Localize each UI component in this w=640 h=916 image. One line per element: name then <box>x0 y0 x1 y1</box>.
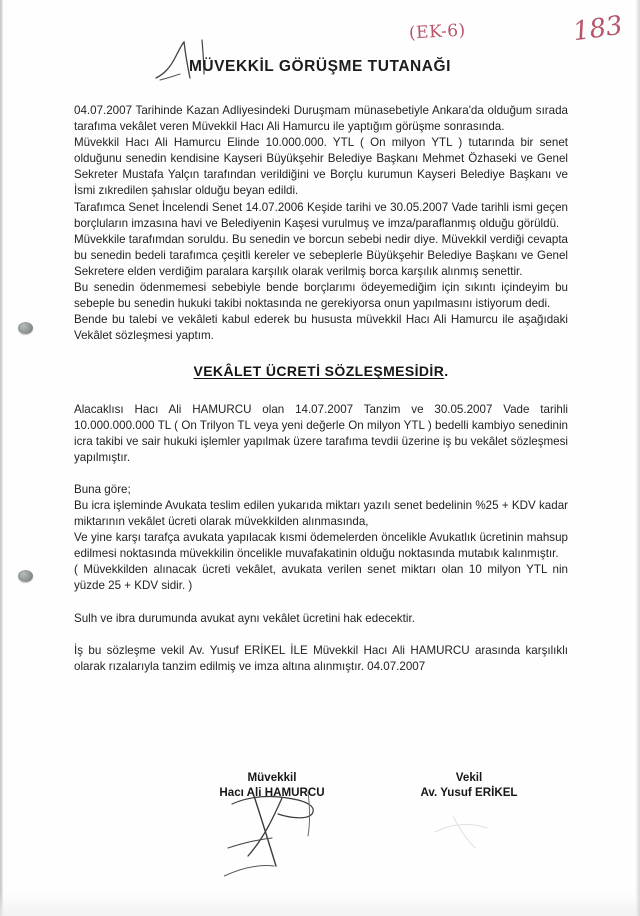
section-heading-suffix: . <box>444 363 449 380</box>
term-fee-restated: ( Müvekkilden alınacak ücreti vekâlet, avukata verilen senet miktarı olan 10 milyon YTL nin yüzde 25 + KDV sidir. ) <box>74 563 568 593</box>
signature-attorney-name: Av. Yusuf ERİKEL <box>420 786 518 799</box>
punch-hole-mark-top <box>18 322 33 334</box>
closing-execution: İş bu sözleşme vekil Av. Yusuf ERİKEL İLE Müvekkil Hacı Ali HAMURCU arasında karşılıklı olarak rızalarıyla tanzim edilmiş ve imza altına alınmıştır. 04.07.2007 <box>74 643 568 673</box>
paragraph-nonpayment: Bu senedin ödenmemesi sebebiyle bende borçlarımı ödeyemediğim için sıkıntı içindeyim bu sebeple bu senedin hukuki takibi noktasında ne gerekiyorsa onun yapılmasını istiyorum dedi. <box>74 281 568 311</box>
page-title: MÜVEKKİL GÖRÜŞME TUTANAĞI <box>188 58 452 75</box>
signature-client-name: Hacı Ali HAMURCU <box>219 786 325 799</box>
spacer <box>74 466 568 482</box>
punch-hole-mark-bottom <box>18 570 33 582</box>
signature-block <box>74 770 568 890</box>
paragraph-inspection: Tarafımca Senet İncelendi Senet 14.07.2006 Keşide tarihi ve 30.05.2007 Vade tarihli ismi geçen borçluların imzasına havi ve Belediyenin Kaşesi vurulmuş ve imza/paraflanmış olduğu görüldü. <box>74 200 568 230</box>
section-heading-text: VEKÂLET ÜCRETİ SÖZLEŞMESİDİR <box>193 363 445 380</box>
term-fee-percentage: Bu icra işleminde Avukata teslim edilen yukarıda miktarı yazılı senet bedelinin %25 + KDV kadar miktarının vekâlet ücreti olarak müvekkilden alınmasında, <box>74 498 568 529</box>
handwritten-signature-client <box>224 790 344 885</box>
closing-settlement: Sulh ve ibra durumunda avukat aynı vekâlet ücretini hak edecektir. <box>74 611 415 625</box>
section-heading-wrapper <box>74 363 568 379</box>
paragraph-reason: Müvekkile tarafımdan soruldu. Bu senedin ve borcun sebebi nedir diye. Müvekkil verdiği cevapta bu senedin bedeli tarafımca çeşitli kereler ve sebeplerle Büyükşehir Belediye Başkanı ve Genel Sekretere elden verdiğim paralara karşılık olarak verilmiş borca karşılık alınmış senettir. <box>74 232 568 278</box>
paragraph-promissory: Müvekkil Hacı Ali Hamurcu Elinde 10.000.000. YTL ( On milyon YTL ) tutarında bir senet olduğunu senedin kendisine Kayseri Büyükşehir Belediye Başkanı Mehmet Özhaseki ve Genel Sekreter Mustafa Yalçın tarafından verildiğini ve Borçlu kurumun Kayseri Belediye Başkanı ve İsmi zıkredilen şahıslar olduğu beyan edildi. <box>74 136 568 198</box>
signature-attorney <box>384 770 554 800</box>
spacer <box>74 627 568 643</box>
signature-client <box>192 770 352 800</box>
spacer <box>74 595 568 611</box>
section-heading <box>74 363 568 379</box>
paragraph-contract-scope: Alacaklısı Hacı Ali HAMURCU olan 14.07.2007 Tanzim ve 30.05.2007 Vade tarihli 10.000.000.000 TL ( On Trilyon TL veya yeni değerle On milyon YTL ) bedelli kambiyo senedinin icra takibi ve sair hukuki işlemler yapılmak üzere tarafıma tevdii üzerine iş bu vekâlet sözleşmesi yapılmıştır. <box>74 402 568 464</box>
document-body <box>74 103 568 675</box>
document-sheet <box>68 0 625 916</box>
signature-attorney-role: Vekil <box>455 771 483 784</box>
handwritten-page-number-annotation: 183 <box>571 10 625 48</box>
term-partial-payment: Ve yine karşı tarafça avukata yapılacak kısmi ödemelerden öncelikle Avukatlık ücretinin mahsup edilmesi noktasında müvekkilin öncelikle muvafakatinin olduğu noktasında mutabık kalınmıştır. <box>74 531 568 561</box>
paragraph-acceptance: Bende bu talebi ve vekâleti kabul ederek bu hususta müvekkil Hacı Ali Hamurcu ile aşağıdaki Vekâlet sözleşmesi yaptım. <box>74 313 568 343</box>
terms-intro: Buna göre; <box>74 482 131 496</box>
handwritten-signature-attorney <box>429 798 519 858</box>
signature-client-role: Müvekkil <box>247 771 297 784</box>
paragraph-intro: 04.07.2007 Tarihinde Kazan Adliyesindeki Duruşmam münasebetiyle Ankara'da olduğum sırada tarafıma vekâlet veren Müvekkil Hacı Ali Hamurcu ile yaptığım görüşme sonrasında. <box>74 104 568 134</box>
handwritten-exhibit-annotation: (EK-6) <box>408 20 467 44</box>
